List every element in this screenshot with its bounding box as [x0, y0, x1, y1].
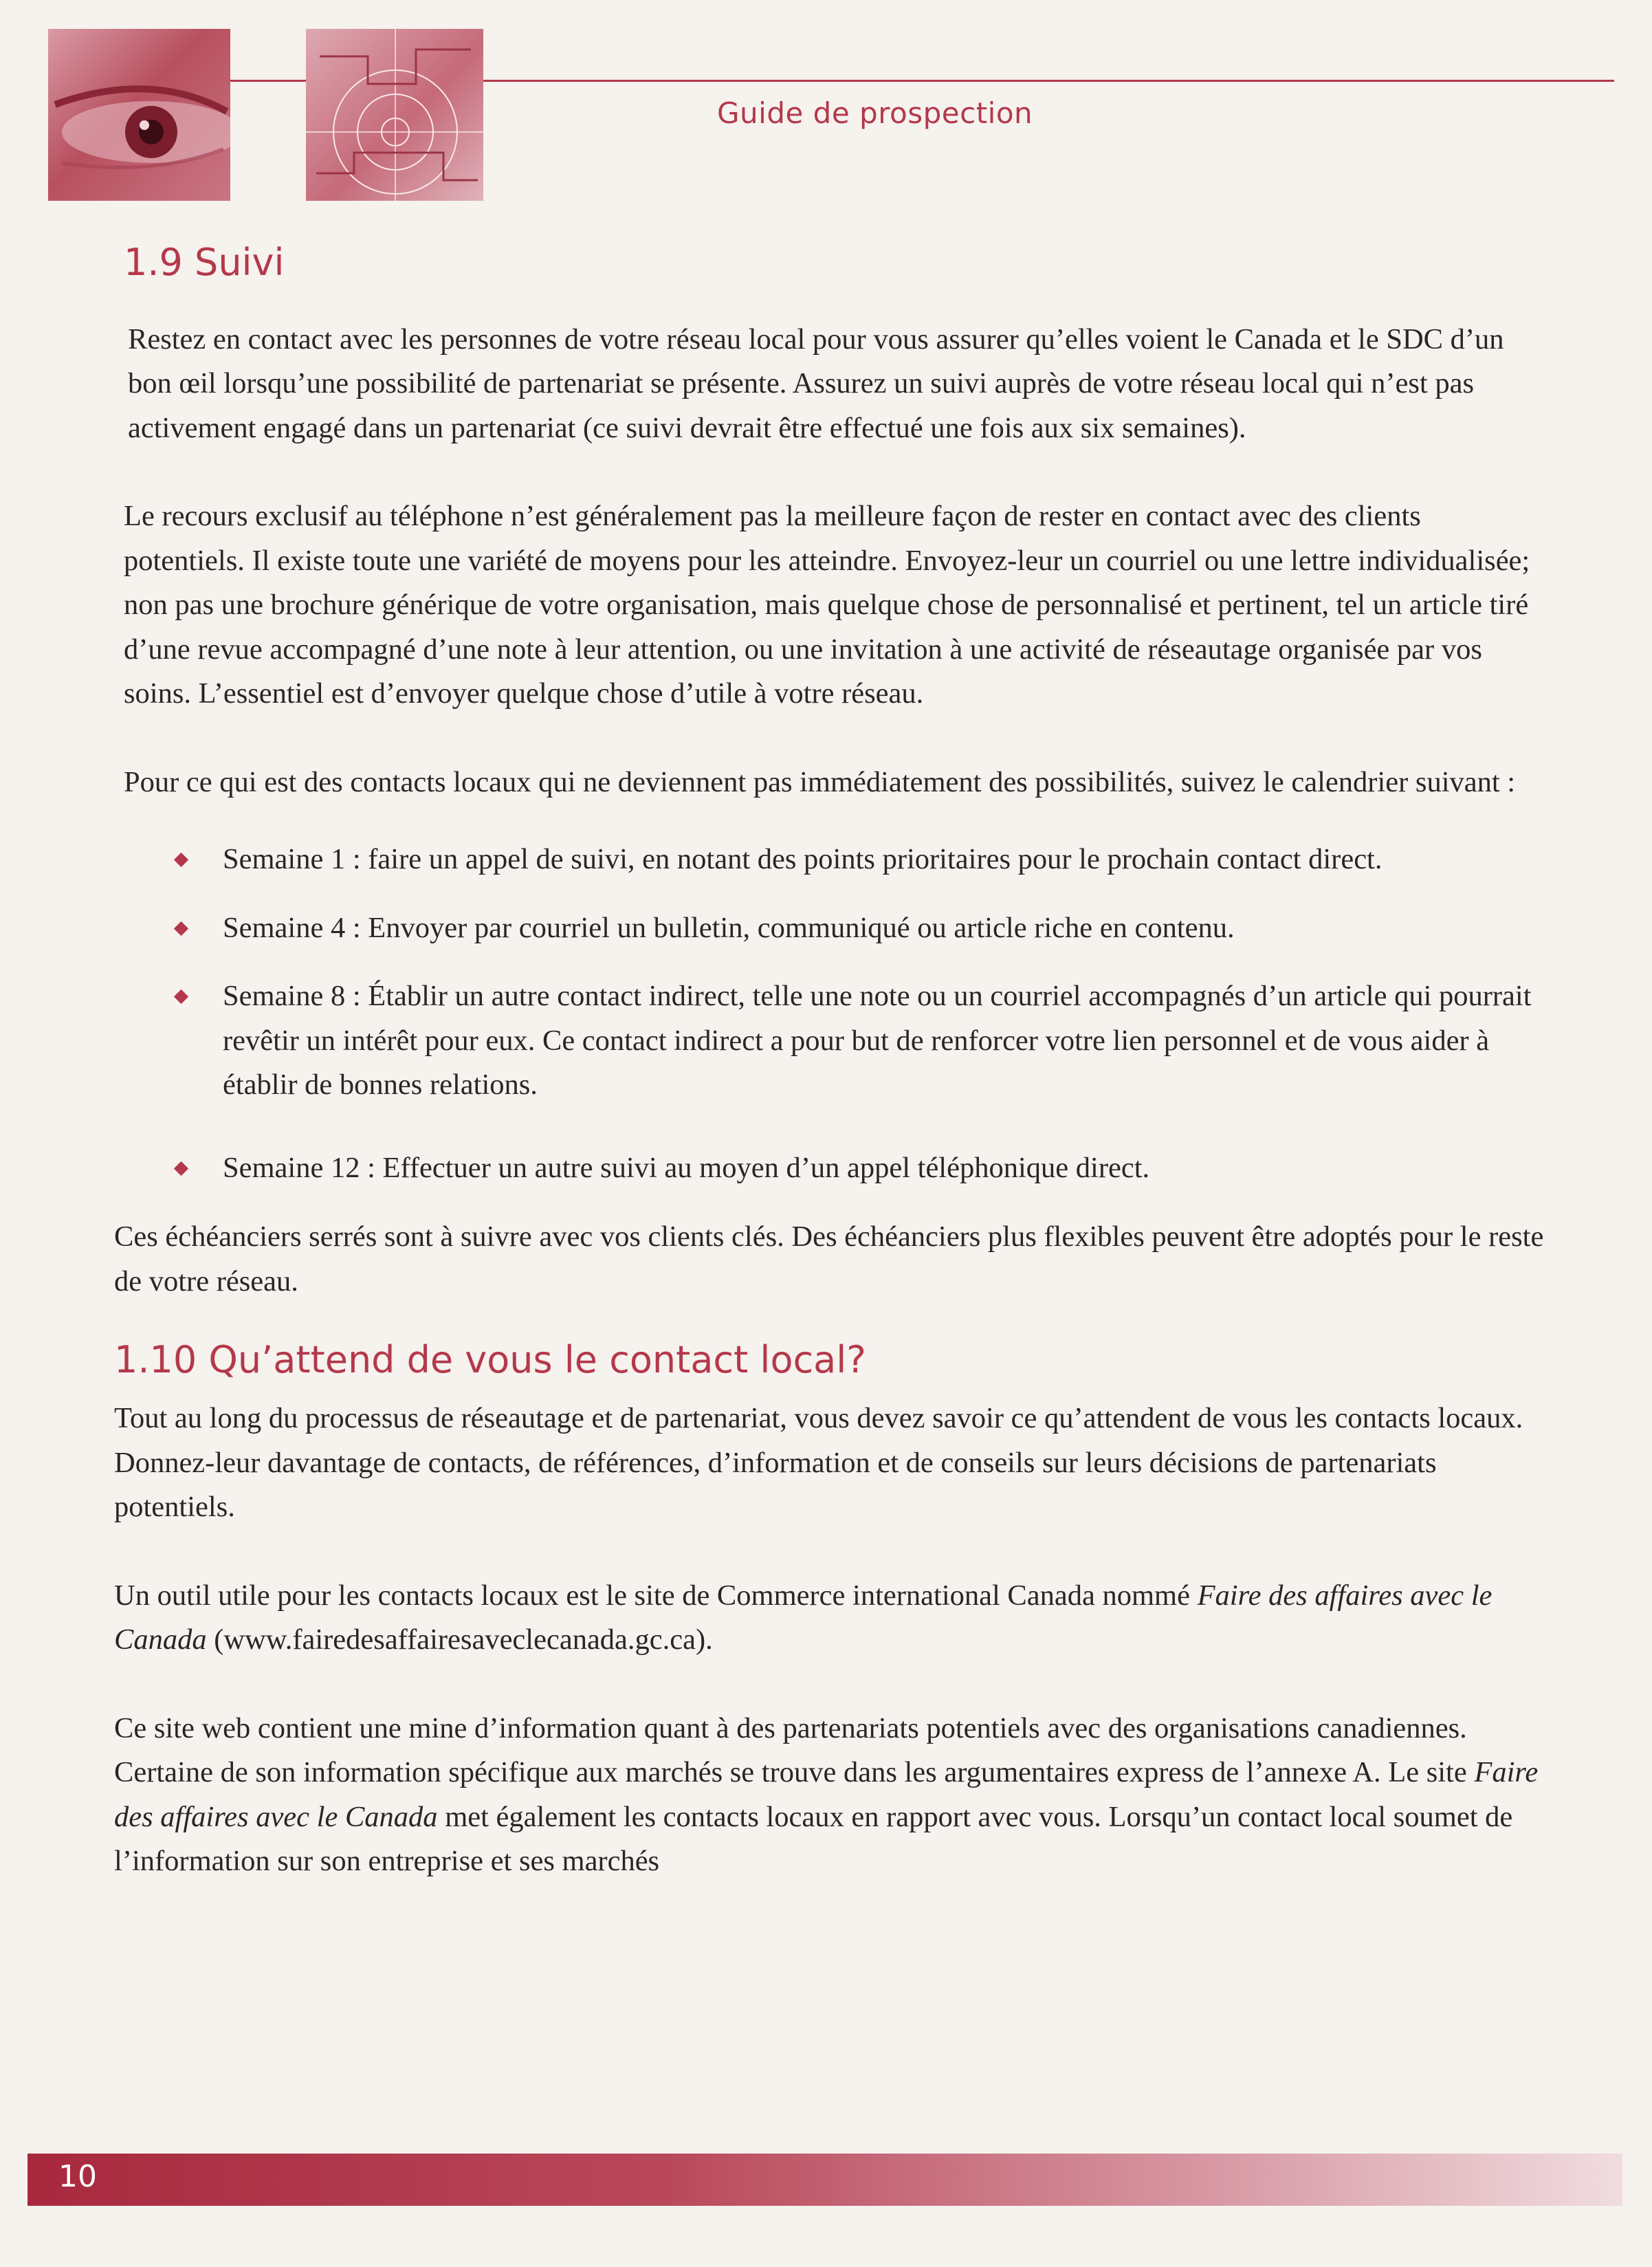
- list-item: Semaine 8 : Établir un autre contact indirect, telle une note ou un courriel accompagnés d’un article qui pourrait revêtir un intérêt pour eux. Ce contact indirect a pour but de renforcer votre lien personnel et de vous aider à établir de bonnes relations.: [114, 974, 1544, 1108]
- section-heading-1-9: 1.9 Suivi: [124, 241, 285, 284]
- footer-bar: [27, 2154, 1622, 2206]
- header-rule-right: [483, 80, 1614, 82]
- site-name-emphasis: Faire des affaires avec le Canada: [114, 1579, 1493, 1656]
- site-name-emphasis: Faire des affaires avec le Canada: [114, 1756, 1539, 1833]
- diamond-bullet-icon: [174, 853, 188, 867]
- section-heading-1-10: 1.10 Qu’attend de vous le contact local?: [114, 1338, 866, 1382]
- page-content: [114, 241, 1544, 1884]
- paragraph-contact-3: Ce site web contient une mine d’information quant à des partenariats potentiels avec des organisations canadiennes. Certaine de son information spécifique aux marchés se trouve dans les argumentaires express de l’annexe A. Le site Faire des affaires avec le Canada met également les contacts locaux en rapport avec vous. Lorsqu’un contact local soumet de l’information sur son entreprise et ses marchés: [114, 1711, 1539, 1878]
- paragraph-contact-2: Un outil utile pour les contacts locaux est le site de Commerce international Canada nommé Faire des affaires avec le Canada (www.fairedesaffairesaveclecanada.gc.ca).: [114, 1579, 1493, 1656]
- header-rule-left: [230, 80, 306, 82]
- paragraph-suivi-3: Pour ce qui est des contacts locaux qui ne deviennent pas immédiatement des possibilités, suivez le calendrier suivant :: [124, 765, 1516, 798]
- paragraph-suivi-1: Restez en contact avec les personnes de votre réseau local pour vous assurer qu’elles voient le Canada et le SDC d’un bon œil lorsqu’une possibilité de partenariat se présente. Assurez un suivi auprès de votre réseau local qui n’est pas activement engagé dans un partenariat (ce suivi devrait être effectué une fois aux six semaines).: [128, 322, 1504, 444]
- list-item: Semaine 12 : Effectuer un autre suivi au moyen d’un appel téléphonique direct.: [114, 1146, 1544, 1191]
- list-item: Semaine 1 : faire un appel de suivi, en notant des points prioritaires pour le prochain contact direct.: [114, 837, 1544, 882]
- paragraph-suivi-2: Le recours exclusif au téléphone n’est généralement pas la meilleure façon de rester en contact avec des clients potentiels. Il existe toute une variété de moyens pour les atteindre. Envoyez-leur un courriel ou une lettre individualisée; non pas une brochure générique de votre organisation, mais quelque chose de personnalisé et pertinent, tel un article tiré d’une revue accompagné d’une note à leur attention, ou une invitation à une activité de réseautage organisée par vos soins. L’essentiel est d’envoyer quelque chose d’utile à votre réseau.: [124, 500, 1530, 710]
- running-header-title: Guide de prospection: [717, 96, 1033, 130]
- list-item: Semaine 4 : Envoyer par courriel un bulletin, communiqué ou article riche en contenu.: [114, 906, 1544, 951]
- paragraph-suivi-4: Ces échéanciers serrés sont à suivre avec vos clients clés. Des échéanciers plus flexibles peuvent être adoptés pour le reste de votre réseau.: [114, 1220, 1544, 1297]
- circuit-board-photo-icon: [306, 29, 483, 201]
- diamond-bullet-icon: [174, 921, 188, 936]
- page-number: 10: [58, 2159, 97, 2194]
- paragraph-contact-1: Tout au long du processus de réseautage et de partenariat, vous devez savoir ce qu’attendent de vous les contacts locaux. Donnez-leur davantage de contacts, de références, d’information et de conseils sur leurs décisions de partenariats potentiels.: [114, 1402, 1523, 1524]
- schedule-list: [114, 837, 1544, 1190]
- diamond-bullet-icon: [174, 989, 188, 1004]
- eye-photo-icon: [48, 29, 230, 201]
- diamond-bullet-icon: [174, 1161, 188, 1176]
